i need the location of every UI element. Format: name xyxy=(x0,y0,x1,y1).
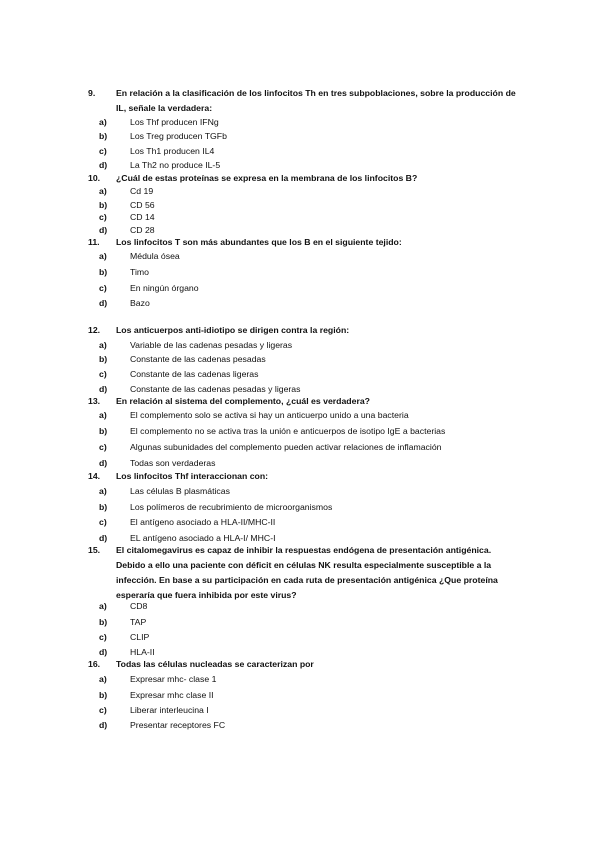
question-text: En relación al sistema del complemento, ¿cuál es verdadera? xyxy=(116,396,370,406)
option-letter: a) xyxy=(99,674,107,684)
option-letter: d) xyxy=(99,384,108,394)
question-number: 16. xyxy=(88,659,101,669)
option-letter: a) xyxy=(99,117,107,127)
question-12 xyxy=(0,323,600,338)
option-text: CD 56 xyxy=(130,200,155,210)
question-header xyxy=(0,171,600,186)
option-letter: b) xyxy=(99,617,108,627)
option-text: El complemento solo se activa si hay un anticuerpo unido a una bacteria xyxy=(130,410,409,420)
option-text: Expresar mhc- clase 1 xyxy=(130,674,217,684)
option-letter: a) xyxy=(99,340,107,350)
option-text: Constante de las cadenas ligeras xyxy=(130,369,259,379)
option-text: Expresar mhc clase II xyxy=(130,690,214,700)
option-text: Cd 19 xyxy=(130,186,154,196)
question-number: 15. xyxy=(88,545,101,555)
question-header xyxy=(0,543,600,603)
option-letter: d) xyxy=(99,647,108,657)
option-text: CD 28 xyxy=(130,225,155,235)
option-letter: b) xyxy=(99,200,108,210)
option-letter: a) xyxy=(99,251,107,261)
option-text: Los Thf producen IFNg xyxy=(130,117,219,127)
option-letter: b) xyxy=(99,690,108,700)
question-number: 10. xyxy=(88,173,101,183)
question-header xyxy=(0,394,600,409)
question-header xyxy=(0,323,600,338)
option-text: Presentar receptores FC xyxy=(130,720,226,730)
option-letter: c) xyxy=(99,705,107,715)
question-16 xyxy=(0,657,600,672)
option-text: Constante de las cadenas pesadas y ligeras xyxy=(130,384,301,394)
option-letter: b) xyxy=(99,354,108,364)
question-text: Todas las células nucleadas se caracterizan por xyxy=(116,659,314,669)
option-letter: b) xyxy=(99,426,108,436)
option-text: CLIP xyxy=(130,632,150,642)
option-text: Los Treg producen TGFb xyxy=(130,131,227,141)
option-text: Variable de las cadenas pesadas y ligeras xyxy=(130,340,293,350)
option-letter: d) xyxy=(99,298,108,308)
question-number: 14. xyxy=(88,471,101,481)
question-number: 12. xyxy=(88,325,101,335)
option-letter: a) xyxy=(99,486,107,496)
question-header xyxy=(0,86,600,116)
option-text: Constante de las cadenas pesadas xyxy=(130,354,266,364)
option-text: La Th2 no produce IL-5 xyxy=(130,160,221,170)
question-15 xyxy=(0,543,600,603)
option-text: TAP xyxy=(130,617,147,627)
option-letter: b) xyxy=(99,131,108,141)
option-text: Las células B plasmáticas xyxy=(130,486,230,496)
question-13 xyxy=(0,394,600,409)
option-letter: b) xyxy=(99,267,108,277)
question-14 xyxy=(0,469,600,484)
question-9 xyxy=(0,86,600,116)
option-letter: c) xyxy=(99,632,107,642)
option-text: HLA-II xyxy=(130,647,155,657)
question-number: 9. xyxy=(88,88,96,98)
question-number: 13. xyxy=(88,396,101,406)
option-text: Liberar interleucina I xyxy=(130,705,209,715)
option-text: Timo xyxy=(130,267,149,277)
question-text: En relación a la clasificación de los linfocitos Th en tres subpoblaciones, sobre la producción de IL, señale la verdadera: xyxy=(116,88,516,113)
option-letter: d) xyxy=(99,720,108,730)
option-letter: d) xyxy=(99,533,108,543)
question-header xyxy=(0,657,600,672)
option-text: Médula ósea xyxy=(130,251,180,261)
option-text: El antígeno asociado a HLA-II/MHC-II xyxy=(130,517,276,527)
option-text: El complemento no se activa tras la unión e anticuerpos de isotipo IgE a bacterias xyxy=(130,426,446,436)
option-letter: a) xyxy=(99,410,107,420)
option-letter: c) xyxy=(99,212,107,222)
option-letter: d) xyxy=(99,458,108,468)
question-text: ¿Cuál de estas proteínas se expresa en la membrana de los linfocitos B? xyxy=(116,173,418,183)
option-text: Algunas subunidades del complemento pueden activar relaciones de inflamación xyxy=(130,442,442,452)
option-text: CD 14 xyxy=(130,212,155,222)
option-letter: a) xyxy=(99,601,107,611)
option-text: Los polímeros de recubrimiento de microorganismos xyxy=(130,502,333,512)
question-text: Los anticuerpos anti-idiotipo se dirigen contra la región: xyxy=(116,325,350,335)
option-letter: c) xyxy=(99,146,107,156)
option-letter: d) xyxy=(99,160,108,170)
question-number: 11. xyxy=(88,237,100,247)
option-letter: c) xyxy=(99,442,107,452)
question-text: Los linfocitos Thf interaccionan con: xyxy=(116,471,269,481)
option-letter: b) xyxy=(99,502,108,512)
option-text: Los Th1 producen IL4 xyxy=(130,146,215,156)
question-10 xyxy=(0,171,600,186)
option-text: En ningún órgano xyxy=(130,283,199,293)
question-11 xyxy=(0,235,600,250)
question-text: Los linfocitos T son más abundantes que los B en el siguiente tejido: xyxy=(116,237,402,247)
option-letter: c) xyxy=(99,517,107,527)
option-letter: a) xyxy=(99,186,107,196)
question-text: El citalomegavirus es capaz de inhibir la respuestas endógena de presentación antigénica. Debido a ello una paciente con déficit en células NK resulta especialmente susceptible a la infección. En base a su participación en cada ruta de presentación antigénica ¿Que proteína esperaría que fuera inhibida por este virus? xyxy=(116,545,498,600)
option-letter: c) xyxy=(99,283,107,293)
option-letter: d) xyxy=(99,225,108,235)
question-header xyxy=(0,469,600,484)
option-text: EL antígeno asociado a HLA-I/ MHC-I xyxy=(130,533,276,543)
option-text: CD8 xyxy=(130,601,148,611)
option-text: Todas son verdaderas xyxy=(130,458,216,468)
option-letter: c) xyxy=(99,369,107,379)
question-header xyxy=(0,235,600,250)
option-text: Bazo xyxy=(130,298,150,308)
